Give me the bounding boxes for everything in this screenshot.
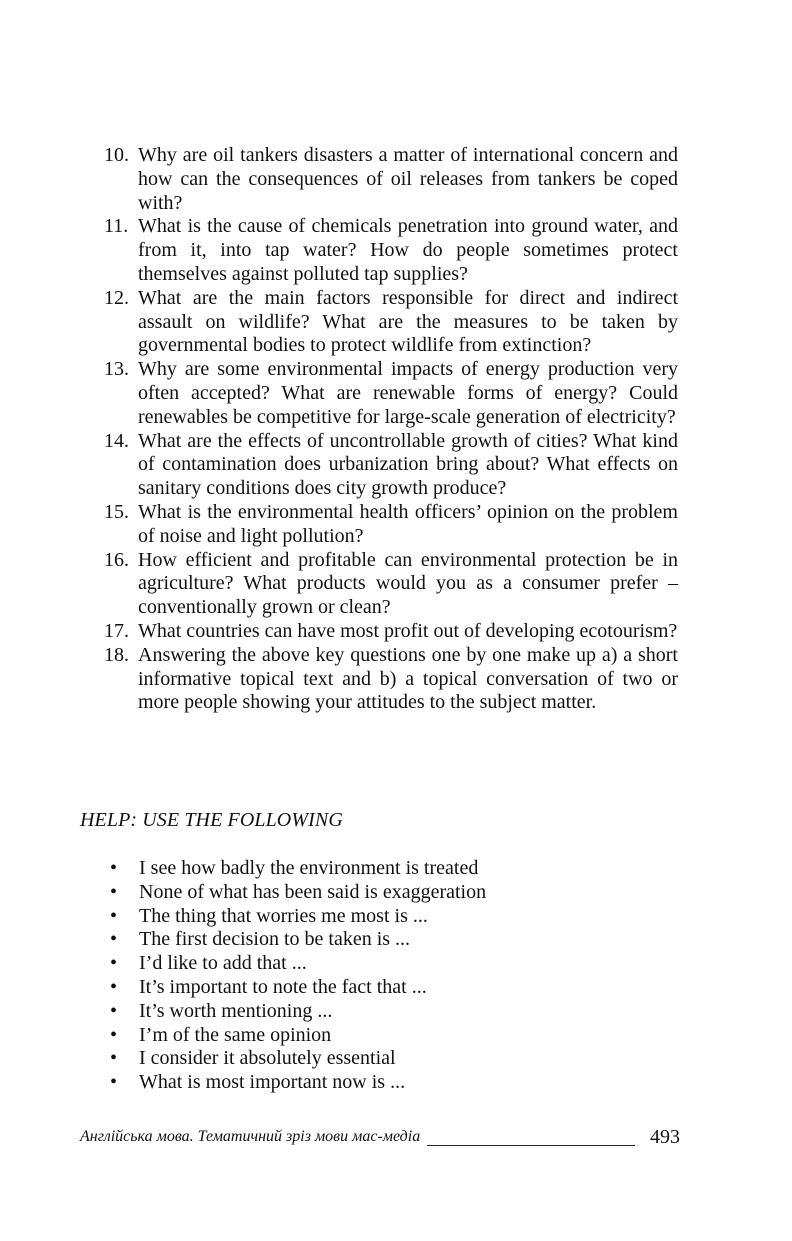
phrase-text: I consider it absolutely essential: [139, 1047, 396, 1070]
bullet-icon: •: [110, 1023, 118, 1046]
bullet-icon: •: [110, 904, 118, 927]
question-text: Why are some environmental impacts of energy production very often accepted? What are renewable forms of energy? Could renewables be competitive for large-scale generation of electricity?: [138, 358, 678, 428]
phrase-text: The first decision to be taken is ...: [139, 928, 411, 951]
phrase-item: [110, 1047, 486, 1071]
bullet-icon: •: [110, 952, 118, 975]
bullet-icon: •: [110, 1071, 118, 1094]
phrase-item: [110, 1024, 486, 1048]
question-item: [104, 215, 678, 286]
phrase-item: [110, 928, 486, 952]
phrase-list: [110, 857, 486, 1095]
question-text: How efficient and profitable can environmental protection be in agriculture? What products would you as a consumer prefer – conventionally grown or clean?: [138, 548, 678, 619]
phrase-item: [110, 857, 486, 881]
question-text: What is the cause of chemicals penetration into ground water, and from it, into tap water? How do people sometimes protect themselves against polluted tap supplies?: [138, 215, 678, 285]
phrase-text: It’s important to note the fact that ...: [139, 975, 427, 998]
question-item: [104, 358, 678, 429]
phrase-text: I’m of the same opinion: [139, 1023, 332, 1046]
question-number: 16.: [104, 548, 129, 571]
question-text: What is the environmental health officers’ opinion on the problem of noise and light pollution?: [138, 500, 678, 547]
question-text: What are the main factors responsible for direct and indirect assault on wildlife? What are the measures to be taken by governmental bodies to protect wildlife from extinction?: [138, 286, 678, 357]
question-number: 15.: [104, 500, 129, 523]
phrase-item: [110, 1071, 486, 1095]
question-number: 18.: [104, 643, 129, 666]
phrase-item: [110, 976, 486, 1000]
phrase-text: None of what has been said is exaggeration: [139, 880, 487, 903]
question-number: 13.: [104, 358, 129, 381]
question-item: [104, 501, 678, 549]
phrase-item: [110, 952, 486, 976]
phrase-item: [110, 1000, 486, 1024]
bullet-icon: •: [110, 999, 118, 1022]
question-item: [104, 287, 678, 358]
question-number: 17.: [104, 619, 129, 642]
page-footer: [80, 1126, 680, 1152]
question-text: What are the effects of uncontrollable growth of cities? What kind of contamination does urbanization bring about? What effects on sanitary conditions does city growth produce?: [138, 429, 678, 500]
question-item: [104, 644, 678, 715]
bullet-icon: •: [110, 857, 118, 879]
running-title: Англійська мова. Тематичний зріз мови мас-медіа: [80, 1128, 421, 1145]
bullet-icon: •: [110, 880, 118, 903]
question-item: [104, 144, 678, 215]
question-number: 11.: [104, 215, 129, 238]
bullet-icon: •: [110, 1047, 118, 1070]
bullet-icon: •: [110, 928, 118, 951]
phrase-text: It’s worth mentioning ...: [139, 999, 333, 1022]
help-heading: HELP: USE THE FOLLOWING: [80, 809, 343, 831]
question-item: [104, 430, 678, 501]
question-text: Answering the above key questions one by one make up a) a short informative topical text and b) a topical conversation of two or more people showing your attitudes to the subject matter.: [138, 643, 678, 714]
question-item: [104, 549, 678, 620]
phrase-item: [110, 881, 486, 905]
footer-rule: [427, 1145, 635, 1146]
bullet-icon: •: [110, 975, 118, 998]
question-list: [104, 144, 678, 715]
phrase-text: I’d like to add that ...: [139, 952, 307, 975]
question-number: 14.: [104, 429, 129, 452]
question-text: What countries can have most profit out of developing ecotourism?: [138, 619, 678, 642]
phrase-text: What is most important now is ...: [139, 1071, 406, 1094]
phrase-text: I see how badly the environment is treated: [139, 857, 479, 879]
question-number: 10.: [104, 144, 129, 166]
question-text: Why are oil tankers disasters a matter of international concern and how can the consequences of oil releases from tankers be coped with?: [138, 144, 678, 214]
question-number: 12.: [104, 286, 129, 309]
phrase-text: The thing that worries me most is ...: [139, 904, 428, 927]
question-item: [104, 620, 678, 644]
phrase-item: [110, 905, 486, 929]
page-number: 493: [650, 1126, 680, 1148]
